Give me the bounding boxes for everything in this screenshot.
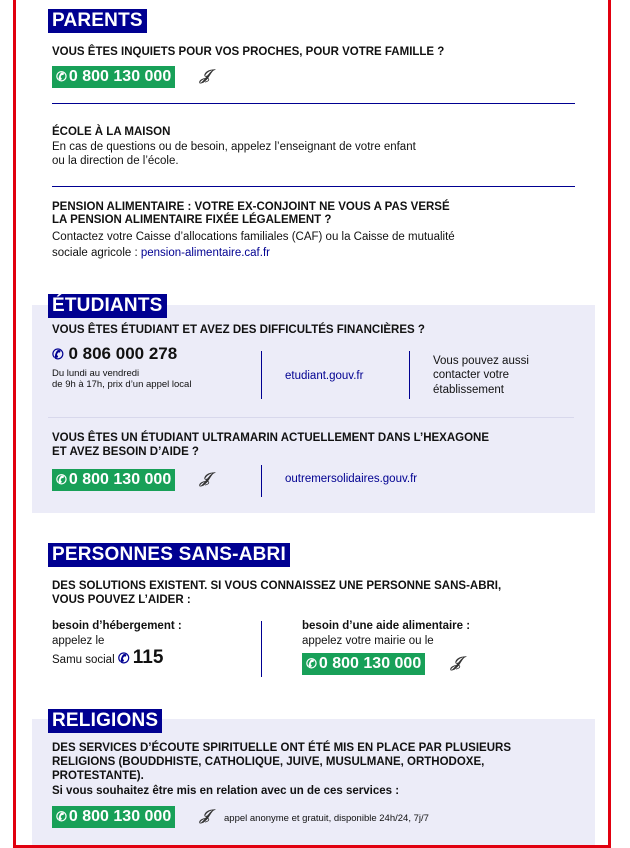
alimentaire-text: appelez votre mairie ou le [302, 635, 434, 647]
red-border-right [608, 0, 611, 848]
contact-line-2: contacter votre [433, 369, 510, 381]
divider [409, 351, 410, 399]
hebergement-text: appelez le [52, 635, 105, 647]
phone-icon: ✆ [117, 650, 130, 666]
phone-icon: ✆ [56, 69, 67, 84]
divider [48, 417, 574, 418]
phone-icon: ✆ [52, 346, 64, 362]
etudiants-phone[interactable] [52, 344, 177, 364]
phone-icon: ✆ [56, 472, 67, 487]
section-title-sans-abri: PERSONNES SANS-ABRI [48, 543, 290, 567]
sans-abri-question-1: DES SOLUTIONS EXISTENT. SI VOUS CONNAISSEZ UNE PERSONNE SANS-ABRI, [52, 580, 502, 592]
phone-number: 0 806 000 278 [68, 344, 178, 363]
pension-title-2: LA PENSION ALIMENTAIRE FIXÉE LÉGALEMENT ? [52, 214, 332, 226]
alimentaire-title: besoin d’une aide alimentaire : [302, 620, 471, 632]
section-title-parents: PARENTS [48, 9, 147, 33]
divider [261, 621, 262, 677]
hearing-impaired-icon: 𝒥 [200, 67, 211, 84]
hearing-impaired-icon: 𝒥 [451, 654, 462, 671]
divider [52, 103, 575, 104]
section-title-etudiants: ÉTUDIANTS [48, 294, 167, 318]
phone-number: 0 800 130 000 [68, 68, 172, 85]
etudiants-phone-badge[interactable] [52, 469, 175, 491]
sans-abri-phone-badge[interactable] [302, 653, 425, 675]
hearing-impaired-icon: 𝒥 [200, 470, 211, 487]
phone-icon: ✆ [306, 656, 317, 671]
religions-line-2: RELIGIONS (BOUDDHISTE, CATHOLIQUE, JUIVE, MUSULMANE, ORTHODOXE, [52, 756, 485, 768]
religions-note: appel anonyme et gratuit, disponible 24h/24, 7j/7 [224, 813, 429, 824]
pension-text-1: Contactez votre Caisse d’allocations familiales (CAF) ou la Caisse de mutualité [52, 231, 455, 243]
pension-text-prefix: sociale agricole : [52, 247, 141, 259]
phone-icon: ✆ [56, 809, 67, 824]
hours-line-2: de 9h à 17h, prix d’un appel local [52, 379, 192, 390]
hebergement-title: besoin d’hébergement : [52, 620, 182, 632]
pension-link[interactable]: pension-alimentaire.caf.fr [140, 247, 270, 259]
contact-line-3: établissement [433, 384, 504, 396]
phone-number: 0 800 130 000 [68, 808, 172, 825]
samu-number: 115 [132, 647, 164, 668]
ecole-title: ÉCOLE À LA MAISON [52, 126, 171, 138]
outremer-site-link[interactable]: outremersolidaires.gouv.fr [285, 473, 418, 485]
parents-phone-badge[interactable] [52, 66, 175, 88]
phone-number: 0 800 130 000 [68, 471, 172, 488]
parents-question: VOUS ÊTES INQUIETS POUR VOS PROCHES, POUR VOTRE FAMILLE ? [52, 46, 445, 58]
samu-social[interactable] [52, 647, 163, 671]
etudiants-question: VOUS ÊTES ÉTUDIANT ET AVEZ DES DIFFICULTÉS FINANCIÈRES ? [52, 324, 425, 336]
section-title-religions: RELIGIONS [48, 709, 162, 733]
pension-text-2 [52, 246, 270, 260]
hearing-impaired-icon: 𝒥 [200, 807, 211, 824]
religions-line-4: Si vous souhaitez être mis en relation avec un de ces services : [52, 785, 400, 797]
religions-line-3: PROTESTANTE). [52, 770, 144, 782]
sans-abri-question-2: VOUS POUVEZ L’AIDER : [52, 594, 191, 606]
divider [261, 351, 262, 399]
red-border-left [13, 0, 16, 848]
etudiant-site-link[interactable]: etudiant.gouv.fr [285, 370, 364, 382]
phone-number: 0 800 130 000 [318, 655, 422, 672]
religions-phone-badge[interactable] [52, 806, 175, 828]
samu-label: Samu social [52, 654, 115, 666]
ultramarin-question-1: VOUS ÊTES UN ÉTUDIANT ULTRAMARIN ACTUELLEMENT DANS L’HEXAGONE [52, 432, 490, 444]
pension-title-1: PENSION ALIMENTAIRE : VOTRE EX-CONJOINT NE VOUS A PAS VERSÉ [52, 201, 450, 213]
ecole-text-2: ou la direction de l’école. [52, 155, 179, 167]
contact-line-1: Vous pouvez aussi [433, 355, 529, 367]
religions-line-1: DES SERVICES D’ÉCOUTE SPIRITUELLE ONT ÉTÉ MIS EN PLACE PAR PLUSIEURS [52, 742, 512, 754]
ecole-text-1: En cas de questions ou de besoin, appelez l’enseignant de votre enfant [52, 141, 416, 153]
divider [261, 465, 262, 497]
hours-line-1: Du lundi au vendredi [52, 368, 140, 379]
divider [52, 186, 575, 187]
ultramarin-question-2: ET AVEZ BESOIN D’AIDE ? [52, 446, 199, 458]
